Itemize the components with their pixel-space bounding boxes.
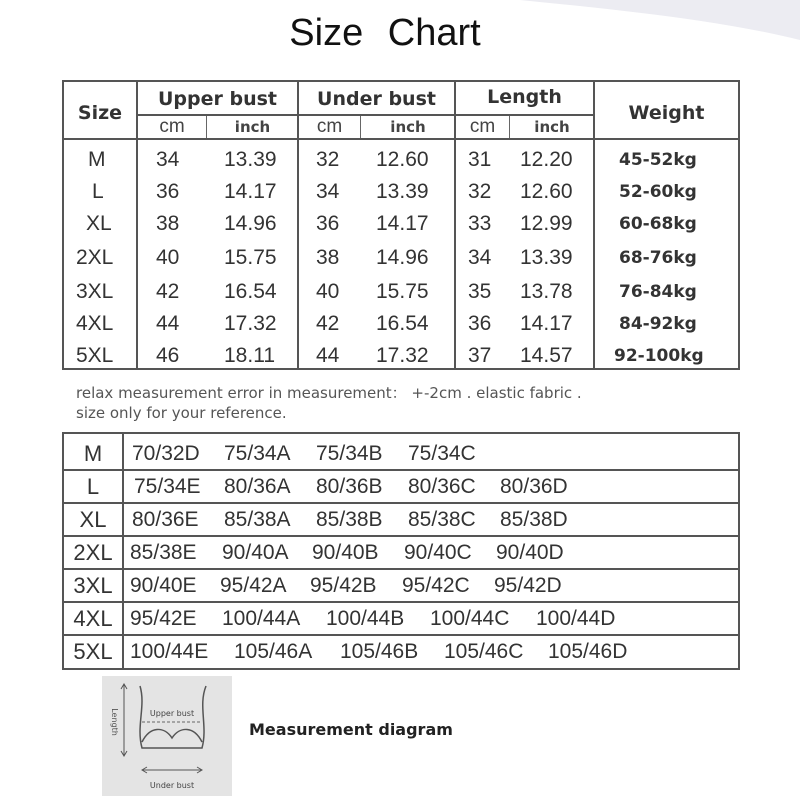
cell-cup-size: 80/36D <box>500 475 568 498</box>
cell-cup-size: 85/38D <box>500 508 568 531</box>
cell-length-inch: 13.78 <box>520 280 573 303</box>
cell-cup-size: 95/42B <box>310 574 377 597</box>
cell-size: 4XL <box>73 606 113 631</box>
cell-cup-size: 105/46D <box>548 640 628 663</box>
cell-length-cm: 32 <box>468 180 492 203</box>
cell-length-inch: 14.17 <box>520 312 573 335</box>
cell-upper-bust-cm: 42 <box>156 280 180 303</box>
cell-cup-size: 80/36B <box>316 475 383 498</box>
cell-weight: 68-76kg <box>619 248 697 268</box>
cell-upper-bust-cm: 46 <box>156 344 180 367</box>
cell-weight: 60-68kg <box>619 214 697 234</box>
cell-cup-size: 85/38A <box>224 508 291 531</box>
cell-length-cm: 34 <box>468 246 492 269</box>
unit-inch: inch <box>234 118 271 136</box>
cell-under-bust-inch: 15.75 <box>376 280 429 303</box>
cell-size: 5XL <box>76 344 114 367</box>
cell-under-bust-inch: 16.54 <box>376 312 429 335</box>
cell-cup-size: 80/36E <box>132 508 199 531</box>
cell-cup-size: 105/46B <box>340 640 419 663</box>
cell-length-cm: 37 <box>468 344 492 367</box>
cell-cup-size: 100/44A <box>222 607 301 630</box>
cell-upper-bust-inch: 13.39 <box>224 148 277 171</box>
cell-size: L <box>92 180 104 203</box>
cell-cup-size: 95/42D <box>494 574 562 597</box>
cell-under-bust-cm: 34 <box>316 180 340 203</box>
cell-size: L <box>86 474 100 499</box>
cell-length-cm: 35 <box>468 280 492 303</box>
table-row <box>64 537 738 570</box>
header-weight: Weight <box>628 102 705 124</box>
cell-length-inch: 13.39 <box>520 246 573 269</box>
cell-upper-bust-cm: 40 <box>156 246 180 269</box>
cell-cup-size: 105/46C <box>444 640 524 663</box>
cell-size: 5XL <box>73 639 113 664</box>
cell-upper-bust-cm: 36 <box>156 180 180 203</box>
unit-cm: cm <box>159 116 185 137</box>
cell-size: XL <box>79 507 107 532</box>
cell-cup-size: 90/40E <box>130 574 197 597</box>
table-row <box>64 308 738 340</box>
table-row <box>64 144 738 176</box>
unit-cm: cm <box>469 116 496 137</box>
diagram-under-bust-label: Under bust <box>149 781 195 790</box>
bra-size-table <box>62 432 740 670</box>
size-table <box>62 80 740 370</box>
cell-size: 2XL <box>76 246 114 269</box>
header-under-bust: Under bust <box>317 88 436 110</box>
cell-length-inch: 12.99 <box>520 212 573 235</box>
cell-cup-size: 85/38B <box>316 508 383 531</box>
cell-cup-size: 90/40A <box>222 541 289 564</box>
cell-size: 3XL <box>73 573 113 598</box>
note-reference: size only for your reference. <box>76 404 287 422</box>
cell-cup-size: 80/36C <box>408 475 476 498</box>
cell-upper-bust-inch: 16.54 <box>224 280 277 303</box>
unit-cm: cm <box>316 116 343 137</box>
cell-size: 3XL <box>76 280 114 303</box>
cell-cup-size: 75/34C <box>408 442 476 465</box>
cell-under-bust-inch: 14.17 <box>376 212 429 235</box>
cell-size: M <box>88 148 106 171</box>
table-row <box>64 340 738 372</box>
page-title: Size Chart <box>289 12 481 54</box>
cell-under-bust-cm: 44 <box>316 344 340 367</box>
cell-under-bust-cm: 38 <box>316 246 340 269</box>
cell-upper-bust-cm: 34 <box>156 148 180 171</box>
cell-upper-bust-inch: 17.32 <box>224 312 277 335</box>
cell-length-inch: 12.20 <box>520 148 573 171</box>
table-row <box>64 276 738 308</box>
diagram-background <box>102 676 232 796</box>
cell-cup-size: 90/40D <box>496 541 564 564</box>
cell-cup-size: 85/38E <box>130 541 197 564</box>
cell-length-cm: 31 <box>468 148 492 171</box>
cell-cup-size: 90/40B <box>312 541 379 564</box>
cell-under-bust-cm: 42 <box>316 312 340 335</box>
unit-inch: inch <box>390 118 426 136</box>
cell-size: 4XL <box>76 312 114 335</box>
table-row <box>64 504 738 537</box>
cell-cup-size: 90/40C <box>404 541 472 564</box>
cell-size: 2XL <box>73 540 113 565</box>
grid-line <box>509 114 510 138</box>
cell-cup-size: 95/42E <box>130 607 197 630</box>
table-row <box>64 603 738 636</box>
header-length: Length <box>487 86 562 108</box>
cell-upper-bust-inch: 15.75 <box>224 246 277 269</box>
note-measurement: relax measurement error in measurement： +-2cm . elastic fabric . <box>76 384 582 402</box>
cell-cup-size: 70/32D <box>132 442 200 465</box>
table-row <box>64 570 738 603</box>
cell-under-bust-cm: 40 <box>316 280 340 303</box>
cell-upper-bust-inch: 14.17 <box>224 180 277 203</box>
cell-weight: 45-52kg <box>619 150 697 170</box>
cell-length-inch: 12.60 <box>520 180 573 203</box>
cell-length-inch: 14.57 <box>520 344 573 367</box>
cell-size: XL <box>86 212 112 235</box>
header-upper-bust: Upper bust <box>157 88 278 110</box>
header-size: Size <box>77 102 123 124</box>
cell-length-cm: 36 <box>468 312 492 335</box>
cell-cup-size: 80/36A <box>224 475 291 498</box>
grid-line <box>64 138 738 140</box>
table-row <box>64 176 738 208</box>
cell-under-bust-cm: 32 <box>316 148 340 171</box>
cell-cup-size: 105/46A <box>234 640 313 663</box>
cell-cup-size: 85/38C <box>408 508 476 531</box>
cell-under-bust-cm: 36 <box>316 212 340 235</box>
grid-line <box>360 114 361 138</box>
cell-weight: 84-92kg <box>619 314 697 334</box>
cell-size: M <box>83 441 103 466</box>
cell-length-cm: 33 <box>468 212 492 235</box>
cell-cup-size: 75/34E <box>134 475 201 498</box>
cell-under-bust-inch: 14.96 <box>376 246 429 269</box>
grid-line <box>206 114 207 138</box>
table-row <box>64 438 738 471</box>
measurement-diagram <box>102 676 232 796</box>
unit-inch: inch <box>534 118 570 136</box>
cell-cup-size: 95/42C <box>402 574 470 597</box>
cell-upper-bust-cm: 44 <box>156 312 180 335</box>
cell-cup-size: 75/34B <box>316 442 383 465</box>
cell-cup-size: 100/44E <box>130 640 209 663</box>
cell-upper-bust-inch: 18.11 <box>224 344 275 367</box>
table-row <box>64 208 738 240</box>
table-row <box>64 471 738 504</box>
cell-weight: 92-100kg <box>614 346 704 366</box>
diagram-upper-bust-label: Upper bust <box>149 709 195 718</box>
table-row <box>64 242 738 274</box>
cell-upper-bust-cm: 38 <box>156 212 180 235</box>
cell-cup-size: 95/42A <box>220 574 287 597</box>
diagram-length-label: Length <box>110 708 119 736</box>
cell-cup-size: 75/34A <box>224 442 291 465</box>
cell-weight: 76-84kg <box>619 282 697 302</box>
cell-cup-size: 100/44C <box>430 607 510 630</box>
cell-cup-size: 100/44D <box>536 607 616 630</box>
table-row <box>64 636 738 669</box>
cell-under-bust-inch: 12.60 <box>376 148 429 171</box>
cell-under-bust-inch: 17.32 <box>376 344 429 367</box>
cell-under-bust-inch: 13.39 <box>376 180 429 203</box>
cell-upper-bust-inch: 14.96 <box>224 212 277 235</box>
diagram-caption: Measurement diagram <box>249 720 453 739</box>
cell-weight: 52-60kg <box>619 182 697 202</box>
cell-cup-size: 100/44B <box>326 607 405 630</box>
